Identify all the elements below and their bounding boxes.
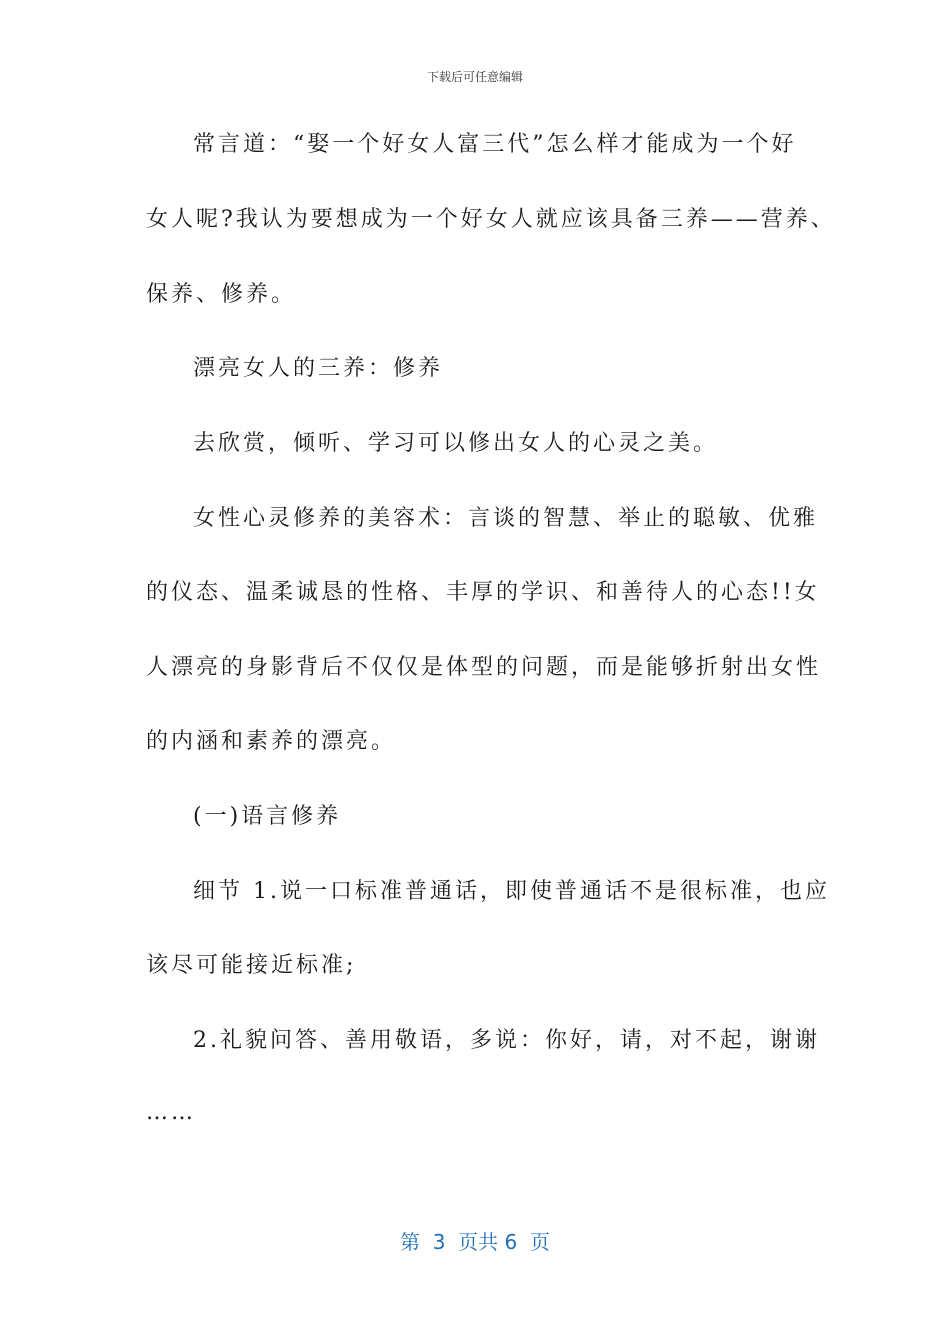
paragraph-line: 该尽可能接近标准; — [146, 953, 357, 978]
paragraph-line: 人漂亮的身影背后不仅仅是体型的问题，而是能够折射出女性 — [146, 655, 822, 680]
paragraph-line: 常言道：“娶一个好女人富三代”怎么样才能成为一个好 — [193, 132, 797, 157]
paragraph-line: 的仪态、温柔诚恳的性格、丰厚的学识、和善待人的心态!!女 — [146, 580, 820, 605]
page-number-footer: 第 3 页共 6 页 — [400, 1230, 550, 1254]
paragraph-line: 女人呢?我认为要想成为一个好女人就应该具备三养——营养、 — [146, 207, 836, 232]
paragraph-line: 去欣赏，倾听、学习可以修出女人的心灵之美。 — [193, 431, 719, 456]
paragraph-line: 细节 1.说一口标准普通话，即使普通话不是很标准，也应 — [193, 879, 830, 904]
header-note: 下载后可任意编辑 — [426, 70, 523, 84]
paragraph-line: 保养、修养。 — [146, 282, 297, 307]
paragraph-line: 的内涵和素养的漂亮。 — [146, 729, 397, 754]
paragraph-line: …… — [146, 1100, 196, 1125]
section-heading: 漂亮女人的三养：修养 — [193, 356, 444, 381]
paragraph-line: 2.礼貌问答、善用敬语，多说：你好，请，对不起，谢谢 — [193, 1028, 820, 1053]
paragraph-line: 女性心灵修养的美容术：言谈的智慧、举止的聪敏、优雅 — [193, 506, 819, 531]
section-heading: (一)语言修养 — [193, 804, 342, 829]
